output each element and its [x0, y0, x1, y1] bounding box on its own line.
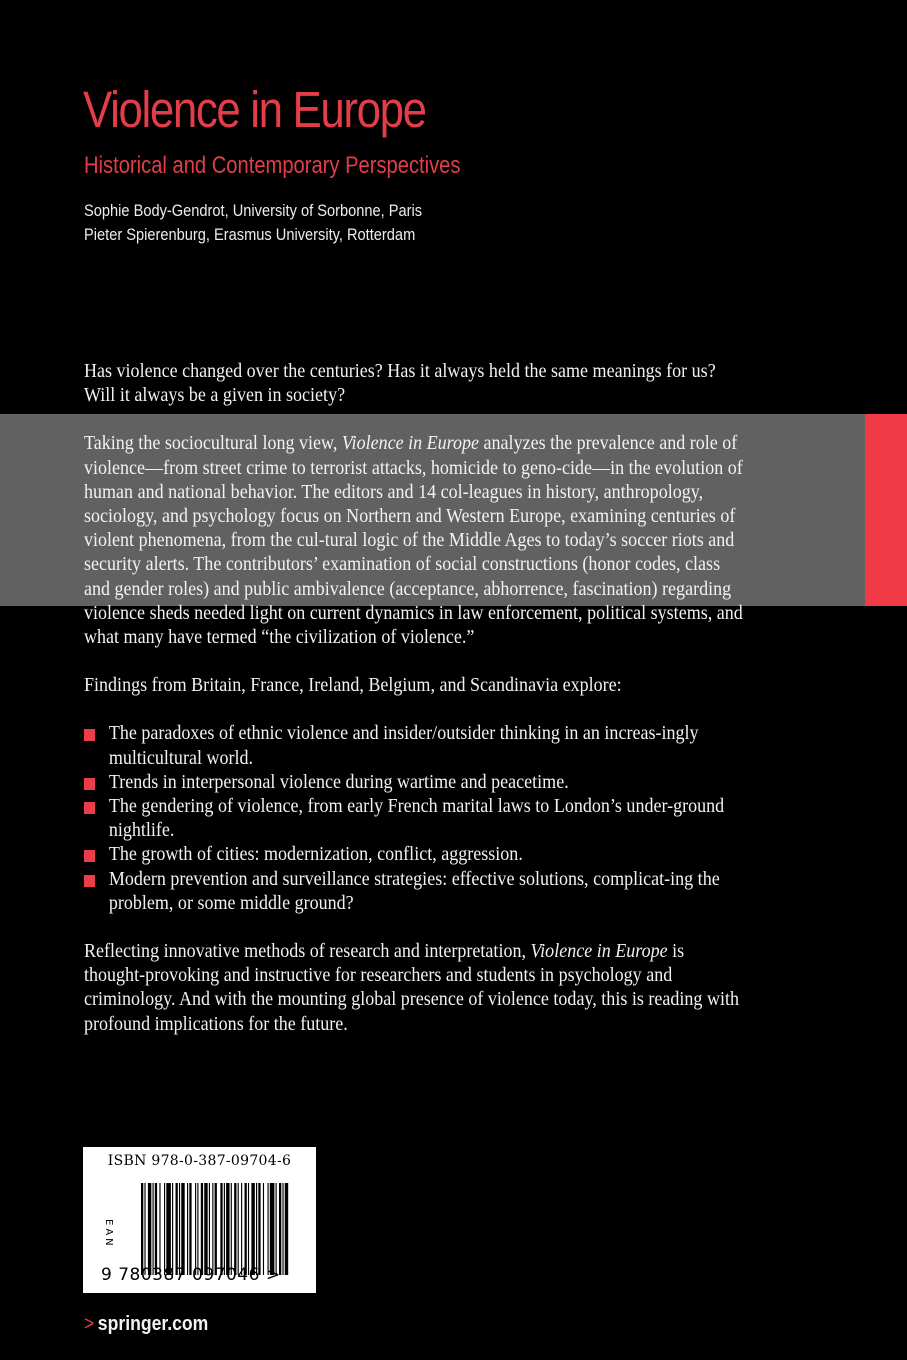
closing-text-start: Reflecting innovative methods of research and interpretation,: [84, 941, 531, 963]
barcode-stripe: [148, 1183, 151, 1275]
barcode-stripe: [172, 1183, 173, 1275]
list-item: [84, 868, 746, 916]
barcode-stripe: [212, 1183, 213, 1275]
barcode-stripe: [144, 1183, 145, 1275]
book-subtitle: Historical and Contemporary Perspectives: [84, 152, 461, 179]
list-item-text: Modern prevention and surveillance strategies: effective solutions, complicat-ing the problem, or some middle ground?: [108, 868, 720, 914]
barcode-stripe: [231, 1183, 232, 1275]
barcode-stripe: [224, 1183, 225, 1275]
barcode-stripe: [204, 1183, 207, 1275]
barcode-stripe: [181, 1183, 184, 1275]
list-item-text: The growth of cities: modernization, conflict, aggression.: [108, 844, 523, 866]
author-line: Sophie Body-Gendrot, University of Sorbonne, Paris: [84, 201, 423, 220]
barcode-stripe: [159, 1183, 160, 1275]
list-item: [84, 843, 746, 867]
overview-paragraph: [84, 432, 746, 650]
findings-intro: Findings from Britain, France, Ireland, Belgium, and Scandinavia explore:: [84, 675, 622, 697]
ean-label: EAN: [103, 1219, 114, 1249]
barcode-stripe: [195, 1183, 196, 1275]
barcode-stripe: [241, 1183, 242, 1275]
red-square-bullet-icon: [84, 850, 95, 862]
barcode-stripe: [248, 1183, 249, 1275]
list-item-text: The gendering of violence, from early French marital laws to London’s under-ground nightlife.: [108, 796, 725, 842]
book-title-italic: Violence in Europe: [530, 941, 668, 963]
red-square-bullet-icon: [84, 875, 95, 887]
barcode-stripe: [179, 1183, 180, 1275]
barcode-stripe: [268, 1183, 269, 1275]
barcode-stripe: [153, 1183, 154, 1275]
barcode-stripe: [166, 1183, 171, 1275]
barcode-stripe: [285, 1183, 288, 1275]
barcode-panel: [83, 1147, 316, 1293]
barcode-stripe: [263, 1183, 264, 1275]
barcode-stripe: [187, 1183, 188, 1275]
barcode-stripe: [155, 1183, 157, 1275]
book-title: Violence in Europe: [83, 81, 426, 138]
barcode-stripe: [282, 1183, 283, 1275]
barcode-stripe: [238, 1183, 239, 1275]
barcode-stripe: [279, 1183, 281, 1275]
red-square-bullet-icon: [84, 778, 95, 790]
barcode-stripe: [276, 1183, 277, 1275]
red-square-bullet-icon: [84, 802, 95, 814]
barcode-stripe: [226, 1183, 229, 1275]
red-accent-tab: [865, 414, 907, 606]
barcode-stripe: [234, 1183, 236, 1275]
list-item-text: The paradoxes of ethnic violence and insider/outsider thinking in an increas-ingly multicultural world.: [108, 723, 699, 769]
list-item: [84, 771, 746, 795]
list-item: [84, 722, 746, 770]
publisher-link[interactable]: [84, 1313, 208, 1336]
book-title-italic: Violence in Europe: [341, 433, 480, 455]
barcode-stripe: [141, 1183, 143, 1275]
barcode-stripe: [256, 1183, 257, 1275]
publisher-website[interactable]: springer.com: [97, 1313, 209, 1335]
isbn-text: ISBN 978-0-387-09704-6: [107, 1153, 292, 1169]
barcode-stripe: [201, 1183, 203, 1275]
authors-block: [84, 199, 422, 247]
blurb: [84, 360, 746, 1061]
arrow-right-icon: >: [84, 1313, 95, 1335]
author-line: Pieter Spierenburg, Erasmus University, Rotterdam: [84, 225, 416, 244]
barcode-icon: [141, 1183, 289, 1275]
barcode-stripe: [164, 1183, 165, 1275]
overview-text-start: Taking the sociocultural long view,: [84, 433, 342, 455]
list-item-text: Trends in interpersonal violence during wartime and peacetime.: [108, 771, 569, 793]
barcode-stripe: [215, 1183, 217, 1275]
closing-text-end: is thought-provoking and instructive for researchers and students in psychology and criminology. And with the mounting global presence of violence today, this is reading with profound implications for the future.: [84, 941, 739, 1035]
intro-paragraph: Has violence changed over the centuries? Has it always held the same meanings for us? Will it always be a given in society?: [84, 361, 716, 407]
overview-text-end: analyzes the prevalence and role of violence—from street crime to terrorist attacks, homicide to geno-cide—in the evolution of human and national behavior. The editors and 14 col-leagues in history, anthropology, sociology, and psychology focus on Northern and Western Europe, examining centuries of violent phenomena, from the cul-tural logic of the Middle Ages to today’s soccer riots and security alerts. The contributors’ examination of social constructions (honor codes, class and gender roles) and public ambivalence (acceptance, abhorrence, fascination) regarding violence sheds needed light on current dynamics in law enforcement, political systems, and what many have termed “the civilization of violence.”: [84, 433, 743, 649]
barcode-stripe: [197, 1183, 198, 1275]
barcode-stripe: [209, 1183, 210, 1275]
closing-paragraph: [84, 940, 746, 1037]
list-item: [84, 795, 746, 843]
ean-digits: 9 780387 097046 >: [101, 1265, 281, 1285]
findings-list: [84, 722, 746, 916]
barcode-stripe: [220, 1183, 222, 1275]
barcode-stripe: [176, 1183, 178, 1275]
red-square-bullet-icon: [84, 729, 95, 741]
barcode-stripe: [258, 1183, 260, 1275]
barcode-stripe: [189, 1183, 191, 1275]
barcode-stripe: [251, 1183, 254, 1275]
barcode-stripe: [270, 1183, 275, 1275]
barcode-stripe: [245, 1183, 247, 1275]
